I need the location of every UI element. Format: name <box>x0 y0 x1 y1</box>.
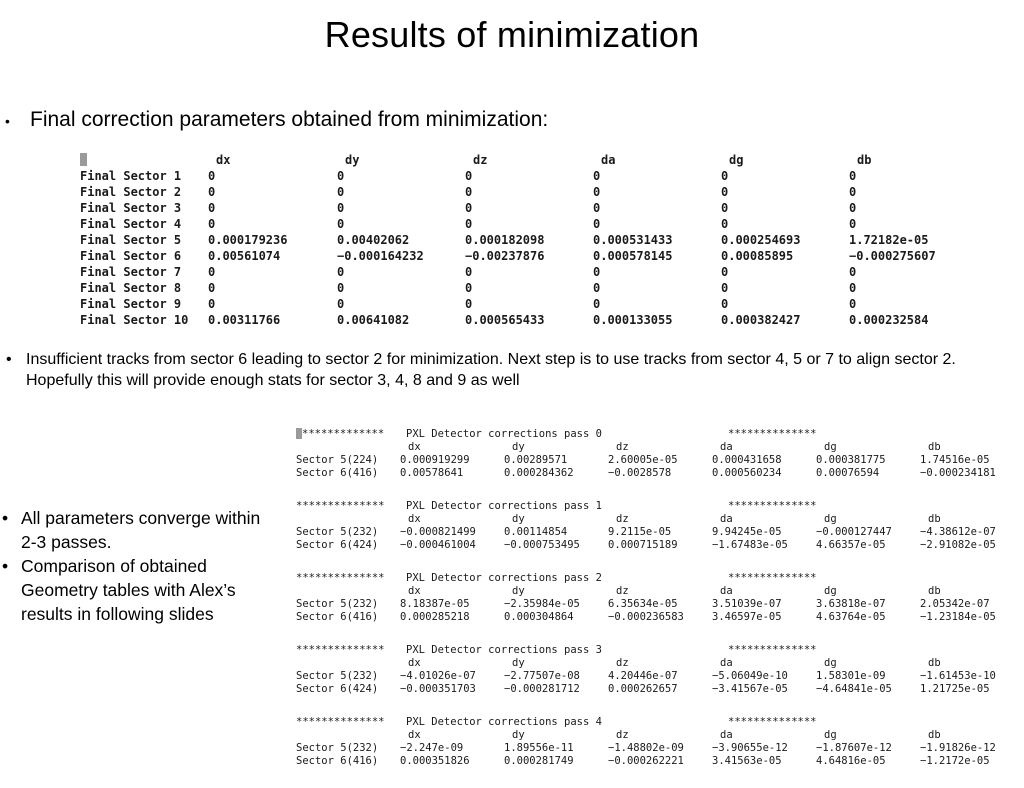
table-cell: 8.18387e-05 <box>400 598 470 610</box>
stars-left: ************** <box>296 716 385 728</box>
sector-label: Final Sector 1 <box>80 169 182 183</box>
final-sector-table <box>80 152 960 328</box>
table-cell: −0.000127447 <box>816 526 892 538</box>
stars-text: ************* <box>302 428 385 440</box>
table-cell: −5.06049e-10 <box>712 670 788 682</box>
header-spacer <box>296 729 400 742</box>
sector-label: Sector 6(416) <box>296 467 379 479</box>
column-header: dg <box>824 513 837 525</box>
table-cell: 0.000382427 <box>721 313 801 327</box>
table-cell: 0 <box>208 297 216 311</box>
column-header: dz <box>616 513 629 525</box>
pass-title: PXL Detector corrections pass 4 <box>406 716 602 728</box>
table-cell: 3.51039e-07 <box>712 598 782 610</box>
table-cell: 0 <box>208 201 216 215</box>
sector-label: Sector 6(416) <box>296 755 379 767</box>
sector-label: Final Sector 9 <box>80 297 182 311</box>
column-header: dx <box>408 729 421 741</box>
table-cell: 0.00641082 <box>337 313 410 327</box>
sector-label: Sector 6(424) <box>296 539 379 551</box>
side-bullet <box>2 506 264 554</box>
table-cell: 0.000182098 <box>465 233 545 247</box>
table-cell: 0.000262657 <box>608 683 678 695</box>
table-row <box>80 216 960 232</box>
table-cell: 1.72182e-05 <box>849 233 929 247</box>
table-cell: 0 <box>593 297 601 311</box>
table-cell: −3.90655e-12 <box>712 742 788 754</box>
table-cell: 9.94245e-05 <box>712 526 782 538</box>
table-cell: 0 <box>208 185 216 199</box>
slide-title: Results of minimization <box>324 14 700 55</box>
table-cell: 3.46597e-05 <box>712 611 782 623</box>
column-header: db <box>928 729 941 741</box>
stars-right: ************** <box>728 716 817 728</box>
table-cell: 0.000578145 <box>593 249 673 263</box>
table-cell: 4.64816e-05 <box>816 755 886 767</box>
table-cell: 1.89556e-11 <box>504 742 574 754</box>
pass-block <box>296 500 1016 552</box>
header-dy: dy <box>345 153 360 167</box>
table-cell: 0 <box>593 265 601 279</box>
table-cell: −2.247e-09 <box>400 742 464 754</box>
table-cell: 6.35634e-05 <box>608 598 678 610</box>
column-header: dy <box>512 513 525 525</box>
table-cell: −1.23184e-05 <box>920 611 996 623</box>
table-cell: 4.66357e-05 <box>816 539 886 551</box>
header-spacer <box>296 585 400 598</box>
column-header: db <box>928 657 941 669</box>
table-cell: −1.67483e-05 <box>712 539 788 551</box>
table-row <box>80 200 960 216</box>
stars-left: ************** <box>296 644 385 656</box>
table-cell: 0.00311766 <box>208 313 281 327</box>
bullet-text: Comparison of obtained Geometry tables with Alex’s results in following slides <box>21 556 236 624</box>
column-header-line <box>296 657 1016 670</box>
table-cell: −0.000821499 <box>400 526 476 538</box>
table-cell: 0 <box>208 169 216 183</box>
header-db: db <box>857 153 872 167</box>
column-header: db <box>928 513 941 525</box>
table-cell: 0 <box>593 201 601 215</box>
stars-left <box>296 428 406 441</box>
column-header: da <box>720 657 733 669</box>
table-cell: 0.000284362 <box>504 467 574 479</box>
table-cell: 0.00578641 <box>400 467 464 479</box>
table-cell: −1.91826e-12 <box>920 742 996 754</box>
table-cell: 0 <box>849 297 857 311</box>
table-cell: 0 <box>721 169 729 183</box>
table-row <box>80 168 960 184</box>
column-header: dx <box>408 657 421 669</box>
pass-header-line <box>296 428 1016 441</box>
stars-right: ************** <box>728 500 817 512</box>
sector-label: Final Sector 8 <box>80 281 182 295</box>
table-cell: −0.0028578 <box>608 467 672 479</box>
table-cell: −4.01026e-07 <box>400 670 476 682</box>
sector-label: Sector 5(232) <box>296 742 379 754</box>
table-row <box>80 280 960 296</box>
table-cell: 0 <box>465 185 473 199</box>
table-cell: 0 <box>337 217 345 231</box>
pass-header-line <box>296 644 1016 657</box>
table-cell: 0 <box>849 201 857 215</box>
header-dg: dg <box>729 153 744 167</box>
column-header: dy <box>512 729 525 741</box>
header-spacer <box>296 513 400 526</box>
table-cell: 1.21725e-05 <box>920 683 990 695</box>
table-cell: 0 <box>721 185 729 199</box>
table-cell: 0 <box>593 169 601 183</box>
pass-title: PXL Detector corrections pass 2 <box>406 572 602 584</box>
table-header-row <box>80 152 960 168</box>
table-cell: 0.000179236 <box>208 233 288 247</box>
table-cell: 4.63764e-05 <box>816 611 886 623</box>
table-cell: 0 <box>721 217 729 231</box>
table-row <box>296 467 1016 480</box>
sector-label: Sector 5(232) <box>296 670 379 682</box>
bullet-dot: • <box>2 556 9 576</box>
sector-label: Final Sector 7 <box>80 265 182 279</box>
sector-label: Sector 5(232) <box>296 598 379 610</box>
stars-right: ************** <box>728 572 817 584</box>
table-row <box>296 742 1016 755</box>
column-header: dy <box>512 441 525 453</box>
table-cell: 0.000381775 <box>816 454 886 466</box>
column-header: dg <box>824 657 837 669</box>
table-cell: 0.000531433 <box>593 233 673 247</box>
table-row <box>80 232 960 248</box>
table-cell: −1.87607e-12 <box>816 742 892 754</box>
table-row <box>296 611 1016 624</box>
table-cell: 0 <box>849 185 857 199</box>
table-cell: 0 <box>337 297 345 311</box>
table-row <box>80 264 960 280</box>
column-header: da <box>720 585 733 597</box>
sector-label: Sector 6(424) <box>296 683 379 695</box>
column-header-line <box>296 513 1016 526</box>
column-header: da <box>720 513 733 525</box>
table-cell: 0.000133055 <box>593 313 673 327</box>
table-cell: 0 <box>721 281 729 295</box>
sector-label: Final Sector 5 <box>80 233 182 247</box>
table-cell: 0.000565433 <box>465 313 545 327</box>
bullet-text: Final correction parameters obtained from minimization: <box>30 108 549 131</box>
table-cell: 1.58301e-09 <box>816 670 886 682</box>
table-cell: 0 <box>465 297 473 311</box>
table-cell: 0.00085895 <box>721 249 794 263</box>
table-cell: −0.000262221 <box>608 755 684 767</box>
table-row <box>80 248 960 264</box>
pass-title: PXL Detector corrections pass 3 <box>406 644 602 656</box>
table-cell: 0.000431658 <box>712 454 782 466</box>
table-cell: 0.000232584 <box>849 313 929 327</box>
table-cell: 0 <box>208 281 216 295</box>
table-cell: −0.000236583 <box>608 611 684 623</box>
table-cell: 0.000304864 <box>504 611 574 623</box>
table-cell: 0.00076594 <box>816 467 880 479</box>
table-row <box>80 184 960 200</box>
bullet-dot: • <box>6 351 12 368</box>
table-cell: −1.2172e-05 <box>920 755 990 767</box>
pass-title: PXL Detector corrections pass 1 <box>406 500 602 512</box>
column-header-line <box>296 585 1016 598</box>
pass-title: PXL Detector corrections pass 0 <box>406 428 602 440</box>
table-row <box>296 670 1016 683</box>
table-cell: −0.000461004 <box>400 539 476 551</box>
table-cell: 0.00114854 <box>504 526 568 538</box>
table-cell: 0.00561074 <box>208 249 281 263</box>
column-header: dx <box>408 513 421 525</box>
table-cell: 0 <box>593 217 601 231</box>
stars-right: ************** <box>728 428 817 440</box>
table-row <box>80 296 960 312</box>
bullet-final-params <box>5 108 548 135</box>
column-header-line <box>296 729 1016 742</box>
bullet-text: Insufficient tracks from sector 6 leading to sector 2 for minimization. Next step is to use tracks from sector 4, 5 or 7 to align sector 2. Hopefully this will provide enough stats for sector 3, 4, 8 and 9 as well <box>26 351 956 389</box>
column-header: dy <box>512 585 525 597</box>
table-cell: 0 <box>208 217 216 231</box>
sector-label: Sector 5(232) <box>296 526 379 538</box>
table-cell: 0 <box>337 201 345 215</box>
table-cell: 3.63818e-07 <box>816 598 886 610</box>
table-cell: 0 <box>337 265 345 279</box>
column-header: db <box>928 441 941 453</box>
table-cell: −4.64841e-05 <box>816 683 892 695</box>
table-row <box>296 598 1016 611</box>
bullet-dot: • <box>5 113 10 129</box>
header-cursor-cell <box>80 152 208 168</box>
table-cell: 0 <box>721 201 729 215</box>
table-cell: 0 <box>465 169 473 183</box>
table-cell: −0.000753495 <box>504 539 580 551</box>
table-cell: 0.000254693 <box>721 233 801 247</box>
pass-header-line <box>296 716 1016 729</box>
table-cell: 0.000281749 <box>504 755 574 767</box>
table-cell: 0 <box>849 217 857 231</box>
column-header: da <box>720 441 733 453</box>
table-row <box>296 755 1016 768</box>
table-cell: 0 <box>465 265 473 279</box>
column-header: dg <box>824 585 837 597</box>
bullet-dot: • <box>2 508 9 528</box>
table-cell: −1.61453e-10 <box>920 670 996 682</box>
stars-left: ************** <box>296 500 385 512</box>
table-cell: 0 <box>849 169 857 183</box>
table-cell: 0 <box>593 185 601 199</box>
cursor-icon <box>80 153 87 166</box>
table-row <box>296 526 1016 539</box>
pass-header-line <box>296 500 1016 513</box>
table-cell: −0.000351703 <box>400 683 476 695</box>
table-row <box>80 312 960 328</box>
column-header: dx <box>408 441 421 453</box>
pass-header-line <box>296 572 1016 585</box>
table-cell: 0 <box>849 281 857 295</box>
table-cell: 0 <box>465 281 473 295</box>
table-cell: 0.000560234 <box>712 467 782 479</box>
table-cell: 0 <box>208 265 216 279</box>
sector-label: Final Sector 4 <box>80 217 182 231</box>
header-dz: dz <box>473 153 488 167</box>
column-header: dz <box>616 441 629 453</box>
bullet-insufficient-tracks <box>6 349 1016 391</box>
table-cell: 0.000351826 <box>400 755 470 767</box>
sector-label: Sector 6(416) <box>296 611 379 623</box>
table-cell: −4.38612e-07 <box>920 526 996 538</box>
sector-label: Final Sector 2 <box>80 185 182 199</box>
pass-block <box>296 644 1016 696</box>
pass-block <box>296 572 1016 624</box>
table-cell: 0 <box>593 281 601 295</box>
table-cell: 0.000715189 <box>608 539 678 551</box>
table-cell: 2.60005e-05 <box>608 454 678 466</box>
pass-block <box>296 428 1016 480</box>
sector-label: Sector 5(224) <box>296 454 379 466</box>
table-cell: −2.35984e-05 <box>504 598 580 610</box>
table-cell: 1.74516e-05 <box>920 454 990 466</box>
table-row <box>296 454 1016 467</box>
side-bullet <box>2 554 264 626</box>
column-header: dg <box>824 729 837 741</box>
pxl-corrections-output <box>296 428 1016 788</box>
table-cell: 0.000919299 <box>400 454 470 466</box>
sector-label: Final Sector 3 <box>80 201 182 215</box>
header-dx: dx <box>216 153 231 167</box>
table-row <box>296 539 1016 552</box>
table-cell: −0.000234181 <box>920 467 996 479</box>
pass-block <box>296 716 1016 768</box>
table-cell: 0 <box>721 265 729 279</box>
table-cell: 0.00289571 <box>504 454 568 466</box>
table-cell: 4.20446e-07 <box>608 670 678 682</box>
table-cell: −0.000281712 <box>504 683 580 695</box>
table-cell: −0.000164232 <box>337 249 424 263</box>
table-cell: 0.00402062 <box>337 233 410 247</box>
table-cell: −1.48802e-09 <box>608 742 684 754</box>
stars-left: ************** <box>296 572 385 584</box>
table-cell: 9.2115e-05 <box>608 526 672 538</box>
table-cell: −2.91082e-05 <box>920 539 996 551</box>
table-cell: 2.05342e-07 <box>920 598 990 610</box>
column-header: dg <box>824 441 837 453</box>
table-cell: 0 <box>337 169 345 183</box>
table-cell: −0.000275607 <box>849 249 936 263</box>
side-bullet-list <box>2 506 264 626</box>
header-da: da <box>601 153 616 167</box>
table-cell: 0 <box>337 281 345 295</box>
table-cell: 3.41563e-05 <box>712 755 782 767</box>
header-spacer <box>296 441 400 454</box>
column-header: dx <box>408 585 421 597</box>
stars-right: ************** <box>728 644 817 656</box>
table-cell: 0 <box>721 297 729 311</box>
column-header: db <box>928 585 941 597</box>
table-cell: 0 <box>337 185 345 199</box>
column-header: dz <box>616 585 629 597</box>
sector-label: Final Sector 10 <box>80 313 189 327</box>
column-header: da <box>720 729 733 741</box>
column-header: dz <box>616 729 629 741</box>
column-header-line <box>296 441 1016 454</box>
table-row <box>296 683 1016 696</box>
column-header: dz <box>616 657 629 669</box>
table-cell: −0.00237876 <box>465 249 545 263</box>
table-cell: −2.77507e-08 <box>504 670 580 682</box>
table-cell: 0 <box>849 265 857 279</box>
table-cell: 0.000285218 <box>400 611 470 623</box>
header-spacer <box>296 657 400 670</box>
bullet-text: All parameters converge within 2-3 passes. <box>21 508 261 552</box>
table-cell: 0 <box>465 217 473 231</box>
column-header: dy <box>512 657 525 669</box>
table-cell: −3.41567e-05 <box>712 683 788 695</box>
sector-label: Final Sector 6 <box>80 249 182 263</box>
table-cell: 0 <box>465 201 473 215</box>
